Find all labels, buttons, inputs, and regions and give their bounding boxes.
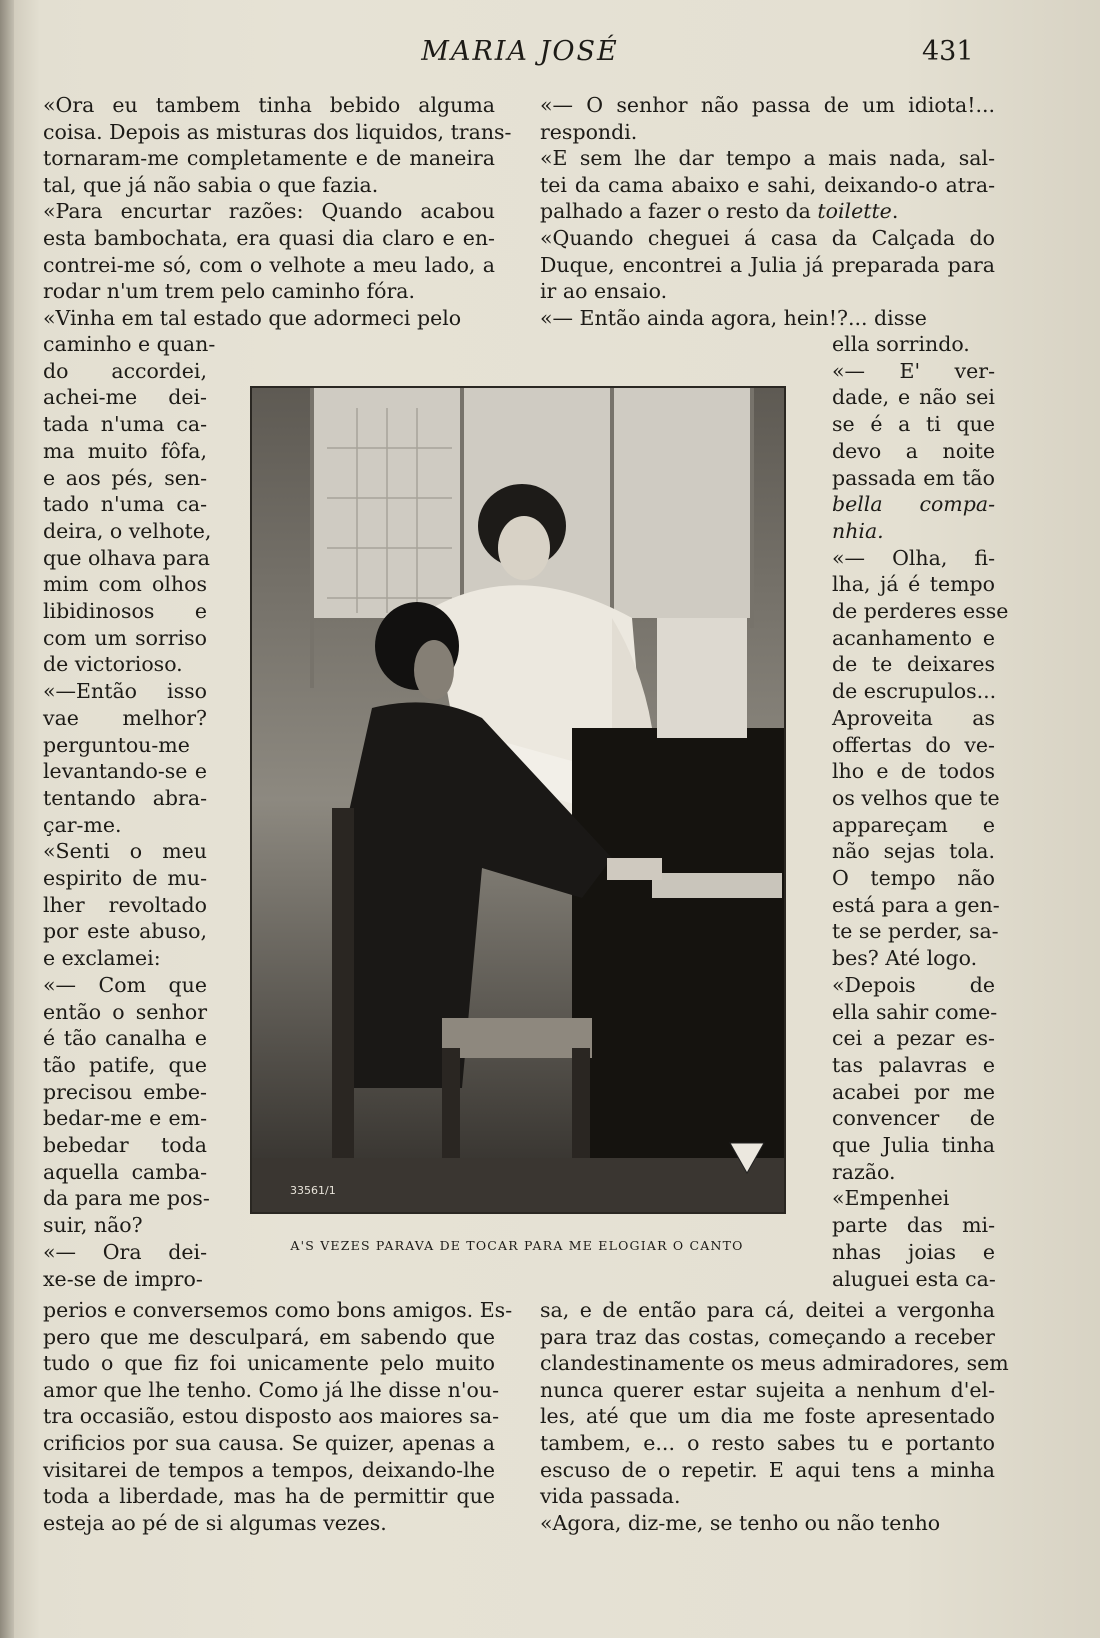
text-line: «— E' ver- — [832, 358, 995, 383]
text-line: lho e de todos — [832, 759, 995, 784]
text-line: bebedar toda — [43, 1133, 207, 1157]
text-line: é tão canalha e — [43, 1026, 207, 1051]
text-line: toda a liberdade, mas ha de permittir que — [43, 1484, 495, 1509]
text-line: «Para encurtar razões: Quando acabou — [43, 199, 495, 224]
text-line: de te deixares — [832, 652, 995, 677]
text-line: mim com olhos — [43, 572, 207, 597]
text-line: deira, o velhote, — [43, 518, 212, 543]
text-line: «Depois de — [832, 972, 995, 997]
text-line: passada em tão — [832, 465, 995, 490]
text-line: por este abuso, — [43, 919, 207, 944]
text-line: nhas joias e — [832, 1239, 995, 1264]
italic-word: toilette — [817, 199, 892, 224]
text-line: tudo o que fiz foi unicamente pelo muito — [43, 1351, 495, 1376]
text-line: pero que me desculpará, em sabendo que — [43, 1324, 495, 1349]
text-line: lher revoltado — [43, 892, 207, 917]
text-line: palhado a fazer o resto da toilette. — [540, 199, 899, 224]
text-line: de perderes esse — [832, 599, 1009, 623]
text-line: nunca querer estar sujeita a nenhum d'el- — [540, 1377, 995, 1402]
text-line: não sejas tola. — [832, 839, 995, 864]
text-line: Duque, encontrei a Julia já preparada para — [540, 252, 995, 277]
text-line: esta bambochata, era quasi dia claro e en- — [43, 226, 495, 250]
text-line: contrei-me só, com o velhote a meu lado, a — [43, 252, 495, 277]
text-line: bes? Até logo. — [832, 946, 978, 971]
text-line: «— O senhor não passa de um idiota!... — [540, 93, 995, 117]
text-line: ir ao ensaio. — [540, 279, 668, 304]
text-line: appareçam e — [832, 812, 995, 837]
text-line: escuso de o repetir. E aqui tens a minha — [540, 1457, 995, 1482]
text-line: «Ora eu tambem tinha bebido alguma — [43, 93, 495, 117]
text-line: tas palavras e — [832, 1052, 995, 1077]
text-line: para traz das costas, começando a receber — [540, 1324, 995, 1349]
text-line: aquella camba- — [43, 1159, 207, 1184]
text-line: visitarei de tempos a tempos, deixando-lhe — [43, 1457, 495, 1482]
binding-gutter — [0, 0, 14, 1638]
text-line: convencer de — [832, 1106, 995, 1131]
text-line: perios e conversemos como bons amigos. Es- — [43, 1298, 513, 1322]
text-line: espirito de mu- — [43, 866, 207, 890]
text-line: çar-me. — [43, 812, 122, 837]
running-title: MARIA JOSÉ — [421, 36, 619, 67]
text-line: perguntou-me — [43, 732, 190, 757]
text-line: les, até que um dia me foste apresentado — [540, 1404, 995, 1429]
text-line: nhia. — [832, 518, 884, 543]
text-line: se é a ti que — [832, 412, 995, 437]
text-line: offertas do ve- — [832, 732, 995, 757]
text-line: cei a pezar es- — [832, 1026, 995, 1051]
text-line: aluguei esta ca- — [832, 1266, 996, 1291]
photo-caption: A'S VEZES PARAVA DE TOCAR PARA ME ELOGIAR O CANTO — [290, 1238, 744, 1253]
text-line: que olhava para — [43, 545, 210, 570]
text-line: tada n'uma ca- — [43, 412, 207, 437]
text-line: razão. — [832, 1159, 896, 1184]
text-line: com um sorriso — [43, 625, 207, 650]
text-line: os velhos que te — [832, 785, 1000, 810]
text-line: ella sahir come- — [832, 999, 998, 1024]
text-line: e aos pés, sen- — [43, 465, 207, 490]
text-line: então o senhor — [43, 999, 207, 1024]
text-line: tambem, e... o resto sabes tu e portanto — [540, 1431, 995, 1455]
text-line: tão patife, que — [43, 1052, 207, 1077]
text-line: da para me pos- — [43, 1186, 210, 1211]
text-line: de escrupulos... — [832, 679, 997, 704]
text-line: «— Ora dei- — [43, 1239, 207, 1264]
text-line: «Empenhei — [832, 1186, 950, 1211]
text-line: bella compa- — [832, 492, 995, 517]
text-line: precisou embe- — [43, 1079, 207, 1104]
text-line: te se perder, sa- — [832, 919, 999, 944]
text-line: coisa. Depois as misturas dos liquidos, trans- — [43, 119, 512, 144]
text-line: tei da cama abaixo e sahi, deixando-o atra- — [540, 172, 995, 197]
text-line: crificios por sua causa. Se quizer, apenas a — [43, 1431, 495, 1455]
text-line: suir, não? — [43, 1213, 143, 1238]
text-line: achei-me dei- — [43, 385, 207, 410]
text-line: rodar n'um trem pelo caminho fóra. — [43, 279, 416, 304]
plate-number: 33561/1 — [290, 1184, 336, 1197]
text-line: «Agora, diz-me, se tenho ou não tenho — [540, 1510, 941, 1535]
text-line: vida passada. — [540, 1484, 681, 1509]
text-line: «Vinha em tal estado que adormeci pelo — [43, 305, 462, 330]
text-line: dade, e não sei — [832, 385, 995, 410]
text-line: acabei por me — [832, 1079, 995, 1104]
text-line: ella sorrindo. — [832, 332, 970, 356]
text-line: sa, e de então para cá, deitei a vergonha — [540, 1298, 995, 1322]
text-line: «—Então isso — [43, 679, 207, 704]
text-line: devo a noite — [832, 438, 995, 463]
photo-scene — [252, 388, 784, 1212]
text-line: esteja ao pé de si algumas vezes. — [43, 1510, 387, 1535]
text-line: libidinosos e — [43, 599, 207, 623]
text-line: caminho e quan- — [43, 332, 216, 356]
photo-illustration — [250, 386, 786, 1214]
text-line: ma muito fôfa, — [43, 438, 207, 463]
text-line: «Senti o meu — [43, 839, 207, 864]
text-line: levantando-se e — [43, 759, 207, 784]
text-line: de victorioso. — [43, 652, 183, 677]
page-number: 431 — [922, 36, 974, 67]
text-line: tornaram-me completamente e de maneira — [43, 146, 495, 171]
text-line: vae melhor? — [43, 705, 207, 730]
text-line: parte das mi- — [832, 1213, 995, 1238]
text-line: acanhamento e — [832, 625, 995, 650]
text-line: e exclamei: — [43, 946, 161, 971]
text-line: que Julia tinha — [832, 1133, 995, 1157]
text-line: amor que lhe tenho. Como já lhe disse n'ou- — [43, 1377, 499, 1402]
text-line: tado n'uma ca- — [43, 492, 207, 517]
text-line: «— Com que — [43, 972, 207, 997]
text-line: clandestinamente os meus admiradores, sem — [540, 1351, 1009, 1376]
text-line: bedar-me e em- — [43, 1106, 207, 1131]
text-line: «— Olha, fi- — [832, 545, 995, 570]
text-line: O tempo não — [832, 866, 995, 890]
text-line: está para a gen- — [832, 892, 1000, 917]
text-line: «— Então ainda agora, hein!?... disse — [540, 305, 927, 330]
text-line: xe-se de impro- — [43, 1266, 203, 1291]
text-line: «Quando cheguei á casa da Calçada do — [540, 226, 995, 250]
text-line: tra occasião, estou disposto aos maiores sa- — [43, 1404, 500, 1429]
text-line: do accordei, — [43, 358, 207, 383]
text-line: Aproveita as — [832, 705, 995, 730]
text-line: tal, que já não sabia o que fazia. — [43, 172, 379, 197]
text-line: respondi. — [540, 119, 638, 144]
text-line: lha, já é tempo — [832, 572, 995, 597]
text-line: «E sem lhe dar tempo a mais nada, sal- — [540, 146, 995, 171]
text-line: tentando abra- — [43, 785, 207, 810]
